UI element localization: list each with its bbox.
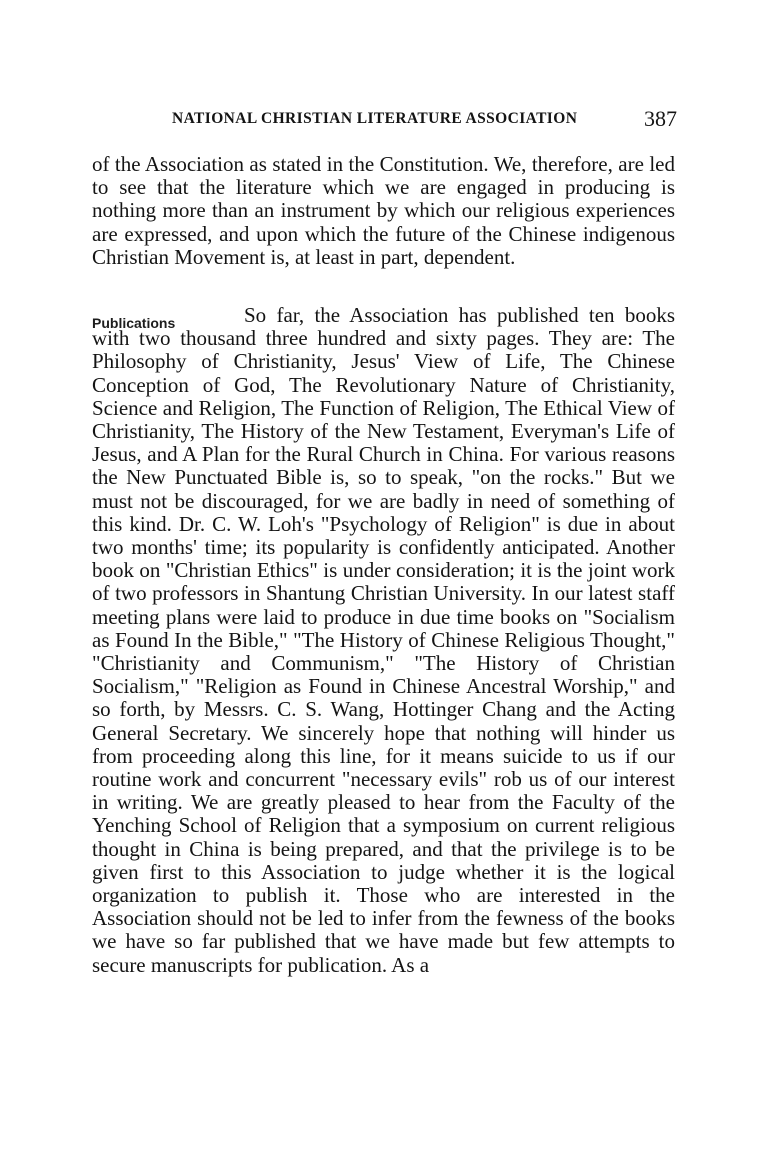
running-head [172,106,677,136]
body-paragraph-1: of the Association as stated in the Constitution. We, therefore, are led to see that the literature which we are engaged in producing is nothing more than an instrument by which our religious experiences are expressed, and upon which the future of the Chinese indigenous Christian Movement is, at least in part, dependent. [92,152,675,269]
page-number: 387 [644,106,677,131]
side-heading-publications: Publications [92,315,176,331]
body-paragraph-2: So far, the Association has published ten books with two thousand three hundred and sixty pages. They are: The Philosophy of Christianity, Jesus' View of Life, The Chinese Conception of God, The Revolutionary Nature of Christianity, Science and Religion, The Function of Religion, The Ethical View of Christianity, The History of the New Testament, Everyman's Life of Jesus, and A Plan for the Rural Church in China. For various reasons the New Punctuated Bible is, so to speak, "on the rocks." But we must not be discouraged, for we are badly in need of something of this kind. Dr. C. W. Loh's "Psychology of Religion" is due in about two months' time; its popularity is confidently anticipated. Another book on "Christian Ethics" is under consideration; it is the joint work of two professors in Shantung Christian University. In our latest staff meeting plans were laid to produce in due time books on "Socialism as Found In the Bible," "The History of Chinese Religious Thought," "Christianity and Communism," "The History of Christian Socialism," "Religion as Found in Chinese Ancestral Worship," and so forth, by Messrs. C. S. Wang, Hottinger Chang and the Acting General Secretary. We sincerely hope that nothing will hinder us from proceeding along this line, for it means suicide to us if our routine work and concurrent "necessary evils" rob us of our interest in writing. We are greatly pleased to hear from the Faculty of the Yenching School of Religion that a symposium on current religious thought in China is being prepared, and that the privilege is to be given first to this Association to judge whether it is the logical organization to publish it. Those who are interested in the Association should not be led to infer from the fewness of the books we have so far published that we have made but few attempts to secure manuscripts for publication. As a [92,303,675,977]
running-title: NATIONAL CHRISTIAN LITERATURE ASSOCIATION [172,110,578,127]
